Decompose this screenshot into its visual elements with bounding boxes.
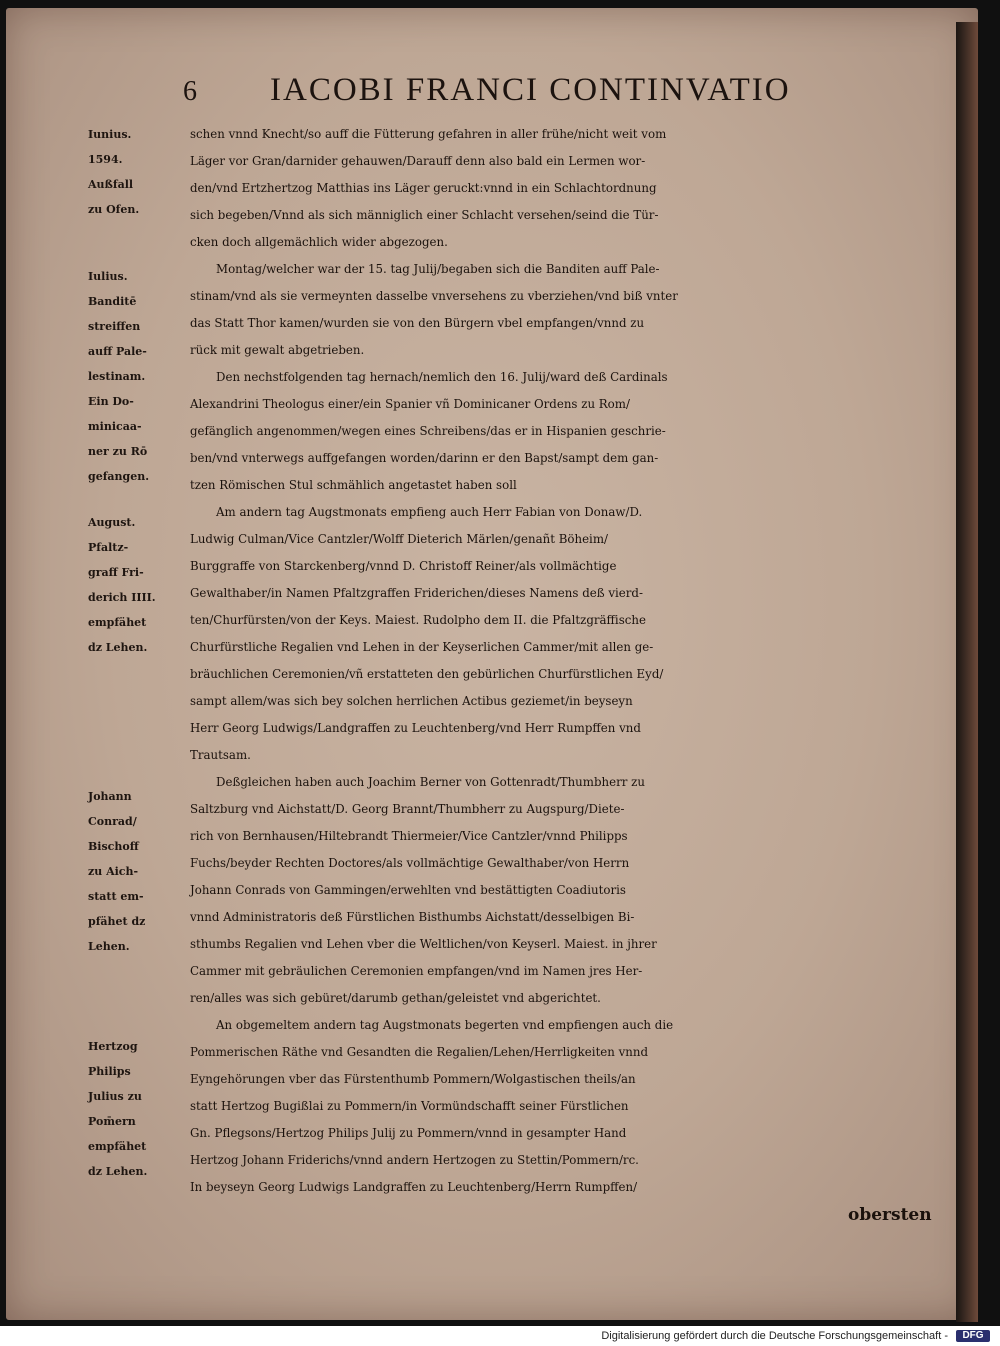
margin-line: gefangen. bbox=[88, 470, 150, 483]
margin-line: Ein Do- bbox=[88, 395, 134, 408]
margin-line: Julius zu bbox=[88, 1090, 142, 1103]
text-line: Herr Georg Ludwigs/Landgraffen zu Leuchtenberg/vnd Herr Rumpffen vnd bbox=[190, 721, 641, 735]
margin-line: Außfall bbox=[88, 178, 134, 191]
footer-bar bbox=[0, 1326, 1000, 1346]
text-line: den/vnd Ertzhertzog Matthias ins Läger geruckt:vnnd in ein Schlachtordnung bbox=[190, 181, 657, 195]
text-line: rich von Bernhausen/Hiltebrandt Thiermeier/Vice Cantzler/vnnd Philipps bbox=[190, 829, 628, 843]
margin-line: empfähet bbox=[88, 616, 147, 629]
margin-line: graff Fri- bbox=[88, 566, 144, 579]
margin-line: auff Pale- bbox=[88, 345, 147, 358]
margin-line: zu Ofen. bbox=[88, 203, 140, 216]
margin-line: minicaa- bbox=[88, 420, 142, 433]
text-line: rück mit gewalt abgetrieben. bbox=[190, 343, 365, 357]
margin-line: Pfaltz- bbox=[88, 541, 129, 554]
text-line: Trautsam. bbox=[190, 748, 251, 762]
text-line: tzen Römischen Stul schmählich angetastet haben soll bbox=[190, 478, 517, 492]
text-line: Burggraffe von Starckenberg/vnnd D. Christoff Reiner/als vollmächtige bbox=[190, 559, 617, 573]
text-line: sthumbs Regalien vnd Lehen vber die Weltlichen/von Keyserl. Maiest. in jhrer bbox=[190, 937, 657, 951]
margin-line: Conrad/ bbox=[88, 815, 137, 828]
text-line: schen vnnd Knecht/so auff die Fütterung gefahren in aller frühe/nicht weit vom bbox=[190, 127, 667, 141]
text-line: Den nechstfolgenden tag hernach/nemlich den 16. Julij/ward deß Cardinals bbox=[216, 370, 668, 384]
text-line: Montag/welcher war der 15. tag Julij/begaben sich die Banditen auff Pale- bbox=[216, 262, 660, 276]
text-line: sich begeben/Vnnd als sich männiglich einer Schlacht versehen/seind die Tür- bbox=[190, 208, 659, 222]
text-line: Johann Conrads von Gammingen/erwehlten vnd bestättigten Coadiutoris bbox=[190, 883, 626, 897]
dfg-logo: DFG bbox=[956, 1330, 990, 1342]
margin-line: Pom̄ern bbox=[88, 1115, 136, 1128]
margin-line: ner zu Rō bbox=[88, 445, 148, 458]
text-line: vnnd Administratoris deß Fürstlichen Bisthumbs Aichstatt/desselbigen Bi- bbox=[190, 910, 635, 924]
text-line: sampt allem/was sich bey solchen herrlichen Actibus geziemet/in beyseyn bbox=[190, 694, 633, 708]
margin-line: lestinam. bbox=[88, 370, 146, 383]
text-line: Churfürstliche Regalien vnd Lehen in der Keyserlichen Cammer/mit allen ge- bbox=[190, 640, 654, 654]
page-number: 6 bbox=[183, 76, 199, 107]
text-line: Alexandrini Theologus einer/ein Spanier vñ Dominicaner Ordens zu Rom/ bbox=[190, 397, 630, 411]
margin-line: August. bbox=[88, 516, 136, 529]
text-line: cken doch allgemächlich wider abgezogen. bbox=[190, 235, 448, 249]
margin-line: Lehen. bbox=[88, 940, 130, 953]
text-line: Läger vor Gran/darnider gehauwen/Darauff denn also bald ein Lermen wor- bbox=[190, 154, 646, 168]
text-line: Gn. Pflegsons/Hertzog Philips Julij zu Pommern/vnnd in gesampter Hand bbox=[190, 1126, 627, 1140]
text-line: ten/Churfürsten/von der Keys. Maiest. Rudolpho dem II. die Pfaltzgräffische bbox=[190, 613, 646, 627]
margin-line: Bischoff bbox=[88, 840, 139, 853]
margin-line: zu Aich- bbox=[88, 865, 139, 878]
text-line: Deßgleichen haben auch Joachim Berner von Gottenradt/Thumbherr zu bbox=[216, 775, 645, 789]
margin-line: Banditē bbox=[88, 295, 137, 308]
margin-line: Hertzog bbox=[88, 1040, 138, 1053]
text-line: Fuchs/beyder Rechten Doctores/als vollmächtige Gewalthaber/von Herrn bbox=[190, 856, 630, 870]
body-text bbox=[190, 121, 935, 1201]
text-line: An obgemeltem andern tag Augstmonats begerten vnd empfiengen auch die bbox=[216, 1018, 674, 1032]
margin-line: Philips bbox=[88, 1065, 131, 1078]
text-line: In beyseyn Georg Ludwigs Landgraffen zu Leuchtenberg/Herrn Rumpffen/ bbox=[190, 1180, 638, 1194]
margin-line: dz Lehen. bbox=[88, 1165, 148, 1178]
margin-line: streiffen bbox=[88, 320, 141, 333]
margin-line: Iunius. bbox=[88, 128, 132, 141]
margin-line: Johann bbox=[88, 790, 132, 803]
margin-line: derich IIII. bbox=[88, 591, 156, 604]
text-line: Cammer mit gebräulichen Ceremonien empfangen/vnd im Namen jres Her- bbox=[190, 964, 643, 978]
text-line: Gewalthaber/in Namen Pfaltzgraffen Friderichen/dieses Namens deß vierd- bbox=[190, 586, 643, 600]
text-line: statt Hertzog Bugißlai zu Pommern/in Vormündschafft seiner Fürstlichen bbox=[190, 1099, 629, 1113]
text-line: stinam/vnd als sie vermeynten dasselbe vnversehens zu vberziehen/vnd biß vnter bbox=[190, 289, 678, 303]
text-line: Ludwig Culman/Vice Cantzler/Wolff Dieterich Märlen/genañt Böheim/ bbox=[190, 532, 608, 546]
margin-line: dz Lehen. bbox=[88, 641, 148, 654]
margin-line: Iulius. bbox=[88, 270, 128, 283]
funding-credit: Digitalisierung gefördert durch die Deutsche Forschungsgemeinschaft - bbox=[601, 1330, 948, 1342]
text-line: das Statt Thor kamen/wurden sie von den Bürgern vbel empfangen/vnnd zu bbox=[190, 316, 645, 330]
page-edge bbox=[956, 22, 978, 1322]
text-line: Am andern tag Augstmonats empfieng auch Herr Fabian von Donaw/D. bbox=[216, 505, 643, 519]
text-line: Hertzog Johann Friderichs/vnnd andern Hertzogen zu Stettin/Pommern/rc. bbox=[190, 1153, 639, 1167]
text-line: bräuchlichen Ceremonien/vñ erstatteten den gebürlichen Churfürstlichen Eyd/ bbox=[190, 667, 664, 681]
margin-line: pfähet dz bbox=[88, 915, 146, 928]
catchword: obersten bbox=[848, 1205, 932, 1225]
margin-line: empfähet bbox=[88, 1140, 147, 1153]
text-line: ren/alles was sich gebüret/darumb gethan/geleistet vnd abgerichtet. bbox=[190, 991, 601, 1005]
running-title: IACOBI FRANCI CONTINVATIO bbox=[270, 72, 791, 108]
text-line: Saltzburg vnd Aichstatt/D. Georg Brannt/Thumbherr zu Augspurg/Diete- bbox=[190, 802, 625, 816]
text-line: ben/vnd vnterwegs auffgefangen worden/darinn er den Bapst/sampt dem gan- bbox=[190, 451, 659, 465]
margin-line: 1594. bbox=[88, 153, 123, 166]
text-line: Eyngehörungen vber das Fürstenthumb Pommern/Wolgastischen theils/an bbox=[190, 1072, 636, 1086]
text-line: gefänglich angenommen/wegen eines Schreibens/das er in Hispanien geschrie- bbox=[190, 424, 666, 438]
text-line: Pommerischen Räthe vnd Gesandten die Regalien/Lehen/Herrligkeiten vnnd bbox=[190, 1045, 649, 1059]
margin-line: statt em- bbox=[88, 890, 144, 903]
